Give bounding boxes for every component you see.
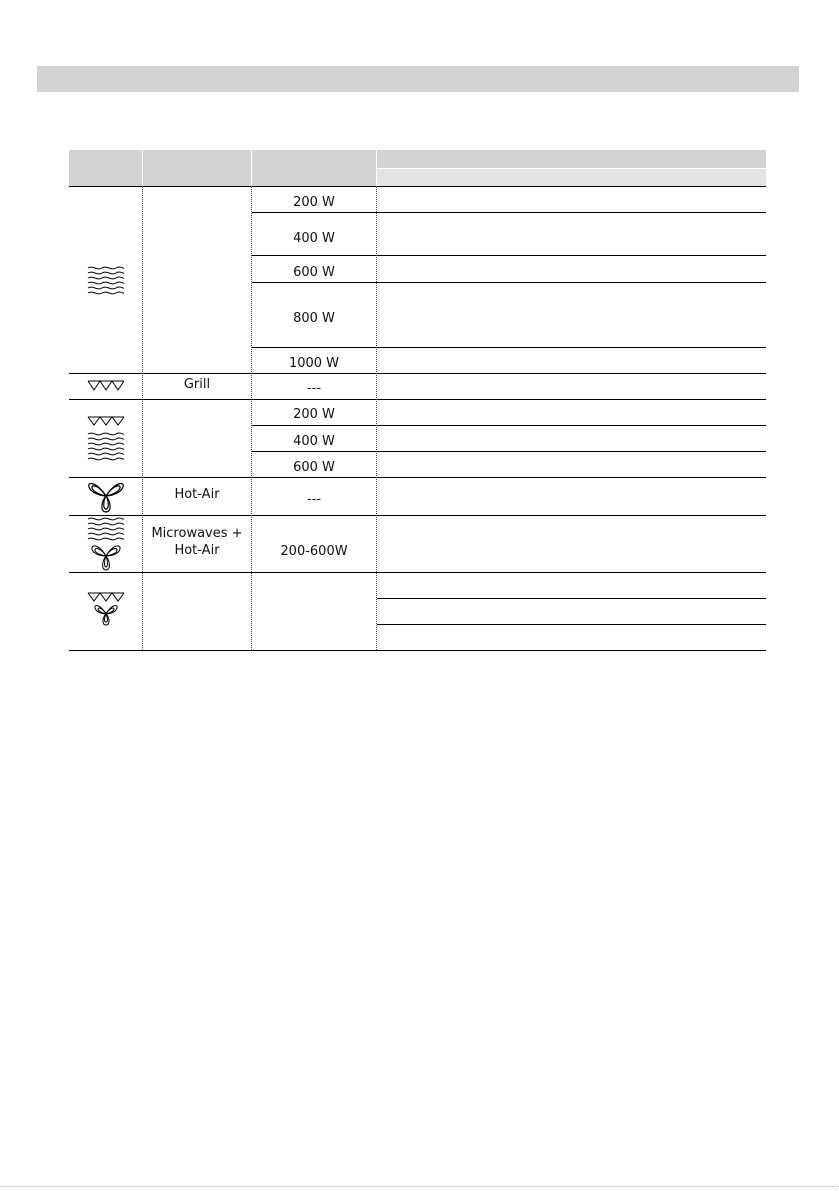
row-divider <box>69 572 766 573</box>
row-divider <box>252 425 766 426</box>
power-cell: --- <box>306 381 322 396</box>
power-cell: 600 W <box>293 460 335 475</box>
row-divider <box>252 212 766 213</box>
row-divider <box>69 650 766 651</box>
power-cell: 400 W <box>293 434 335 449</box>
row-divider <box>377 624 766 625</box>
row-divider <box>377 598 766 599</box>
header-cell-mode <box>143 150 251 186</box>
power-cell: 200 W <box>293 195 335 210</box>
hot-air-fan-icon <box>87 479 125 513</box>
power-cell: 600 W <box>293 265 335 280</box>
mode-cell: Grill <box>183 377 211 392</box>
row-divider <box>252 347 766 348</box>
column-divider <box>376 186 377 650</box>
power-cell: 800 W <box>293 311 335 326</box>
page-bottom-edge <box>0 1186 839 1187</box>
header-cell-power <box>252 150 376 186</box>
power-cell: --- <box>306 492 322 507</box>
header-cell-icon <box>69 150 142 186</box>
row-divider <box>252 451 766 452</box>
row-divider <box>252 255 766 256</box>
grill-hot-air-icon <box>87 592 125 626</box>
microwave-waves-icon <box>87 266 125 296</box>
row-divider <box>69 373 766 374</box>
power-cell: 200 W <box>293 407 335 422</box>
microwave-hot-air-icon <box>87 517 125 571</box>
power-cell: 200-600W <box>280 544 348 559</box>
mode-cell: Microwaves + <box>151 526 243 541</box>
row-divider <box>69 399 766 400</box>
row-divider <box>252 282 766 283</box>
grill-icon <box>87 380 125 392</box>
row-divider <box>69 515 766 516</box>
mode-cell: Hot-Air <box>174 543 220 558</box>
column-divider <box>142 186 143 650</box>
header-cell-use-top <box>377 150 766 168</box>
mode-cell: Hot-Air <box>174 487 220 502</box>
power-cell: 400 W <box>293 231 335 246</box>
row-divider <box>69 477 766 478</box>
power-cell: 1000 W <box>288 356 340 371</box>
row-divider <box>69 186 766 187</box>
header-cell-use-bottom <box>377 169 766 186</box>
grill-microwave-icon <box>87 416 125 462</box>
section-header-bar <box>37 66 799 92</box>
